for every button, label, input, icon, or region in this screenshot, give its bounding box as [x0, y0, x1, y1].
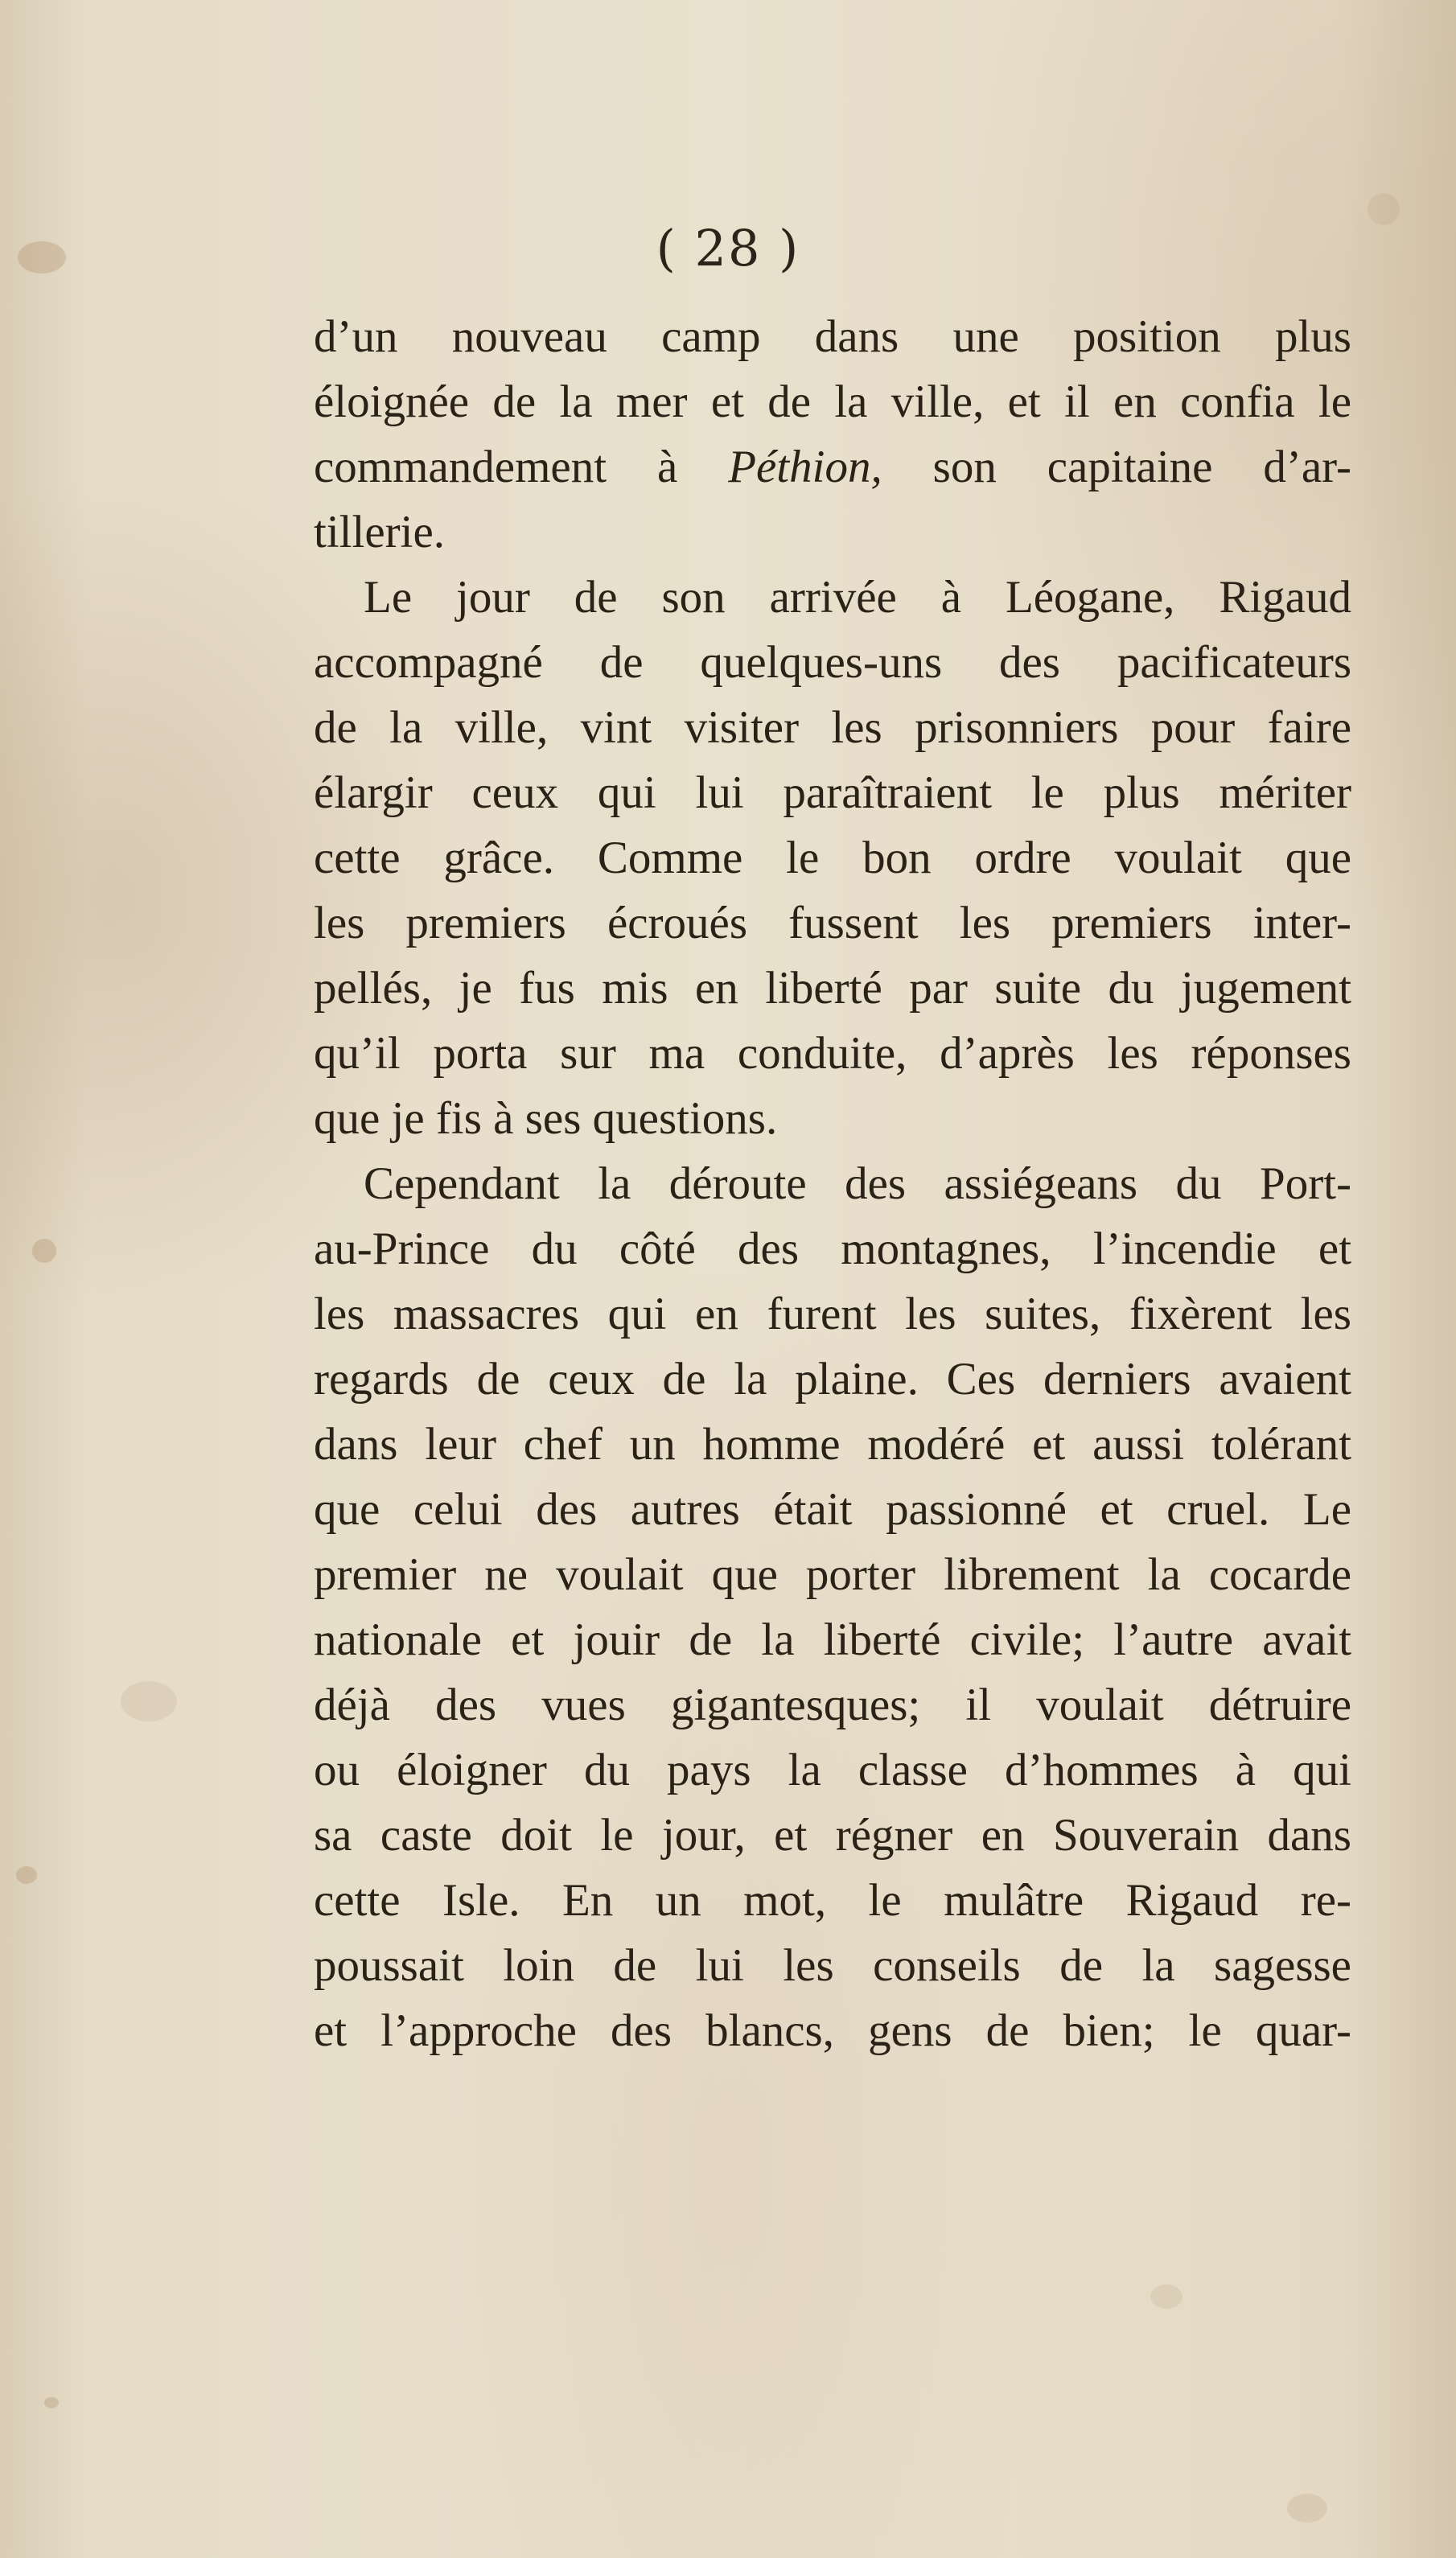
text-line: poussait loin de lui les conseils de la sagesse: [314, 1940, 1351, 1991]
italic-name: Péthion,: [728, 442, 882, 492]
text-line: au-Prince du côté des montagnes, l’incendie et: [314, 1223, 1351, 1274]
text-line: pellés, je fus mis en liberté par suite du jugement: [314, 963, 1351, 1014]
text-fragment: son capitaine d’ar-: [882, 442, 1351, 492]
text-line: regards de ceux de la plaine. Ces derniers avaient: [314, 1354, 1351, 1404]
text-fragment: commandement à: [314, 442, 729, 492]
text-line: que je fis à ses questions.: [314, 1093, 778, 1144]
paragraph-start-line: Le jour de son arrivée à Léogane, Rigaud: [364, 572, 1351, 623]
text-line: [314, 434, 1351, 500]
text-line: cette Isle. En un mot, le mulâtre Rigaud re-: [314, 1875, 1351, 1926]
text-line: éloignée de la mer et de la ville, et il en confia le: [314, 376, 1351, 427]
text-line: accompagné de quelques-uns des pacificateurs: [314, 637, 1351, 688]
page-number: ( 28 ): [656, 219, 800, 278]
text-line: que celui des autres était passionné et cruel. Le: [314, 1484, 1351, 1535]
text-line: d’un nouveau camp dans une position plus: [314, 311, 1351, 362]
text-line: dans leur chef un homme modéré et aussi tolérant: [314, 1419, 1351, 1470]
text-line: qu’il porta sur ma conduite, d’après les réponses: [314, 1028, 1351, 1079]
text-line: tillerie.: [314, 507, 446, 557]
text-line: élargir ceux qui lui paraîtraient le plus mériter: [314, 767, 1351, 818]
text-line: les massacres qui en furent les suites, fixèrent les: [314, 1289, 1351, 1339]
text-line: déjà des vues gigantesques; il voulait détruire: [314, 1680, 1351, 1730]
body-text: [314, 304, 1351, 2063]
text-line: de la ville, vint visiter les prisonniers pour faire: [314, 702, 1351, 753]
text-line: nationale et jouir de la liberté civile; l’autre avait: [314, 1614, 1351, 1665]
text-line: cette grâce. Comme le bon ordre voulait que: [314, 833, 1351, 883]
text-line: et l’approche des blancs, gens de bien; le quar-: [314, 2005, 1351, 2056]
text-line: les premiers écroués fussent les premiers inter-: [314, 898, 1351, 948]
text-line: sa caste doit le jour, et régner en Souverain dans: [314, 1810, 1351, 1861]
text-line: premier ne voulait que porter librement la cocarde: [314, 1549, 1351, 1600]
text-line: ou éloigner du pays la classe d’hommes à qui: [314, 1745, 1351, 1795]
paragraph-start-line: Cependant la déroute des assiégeans du Port-: [364, 1158, 1351, 1209]
